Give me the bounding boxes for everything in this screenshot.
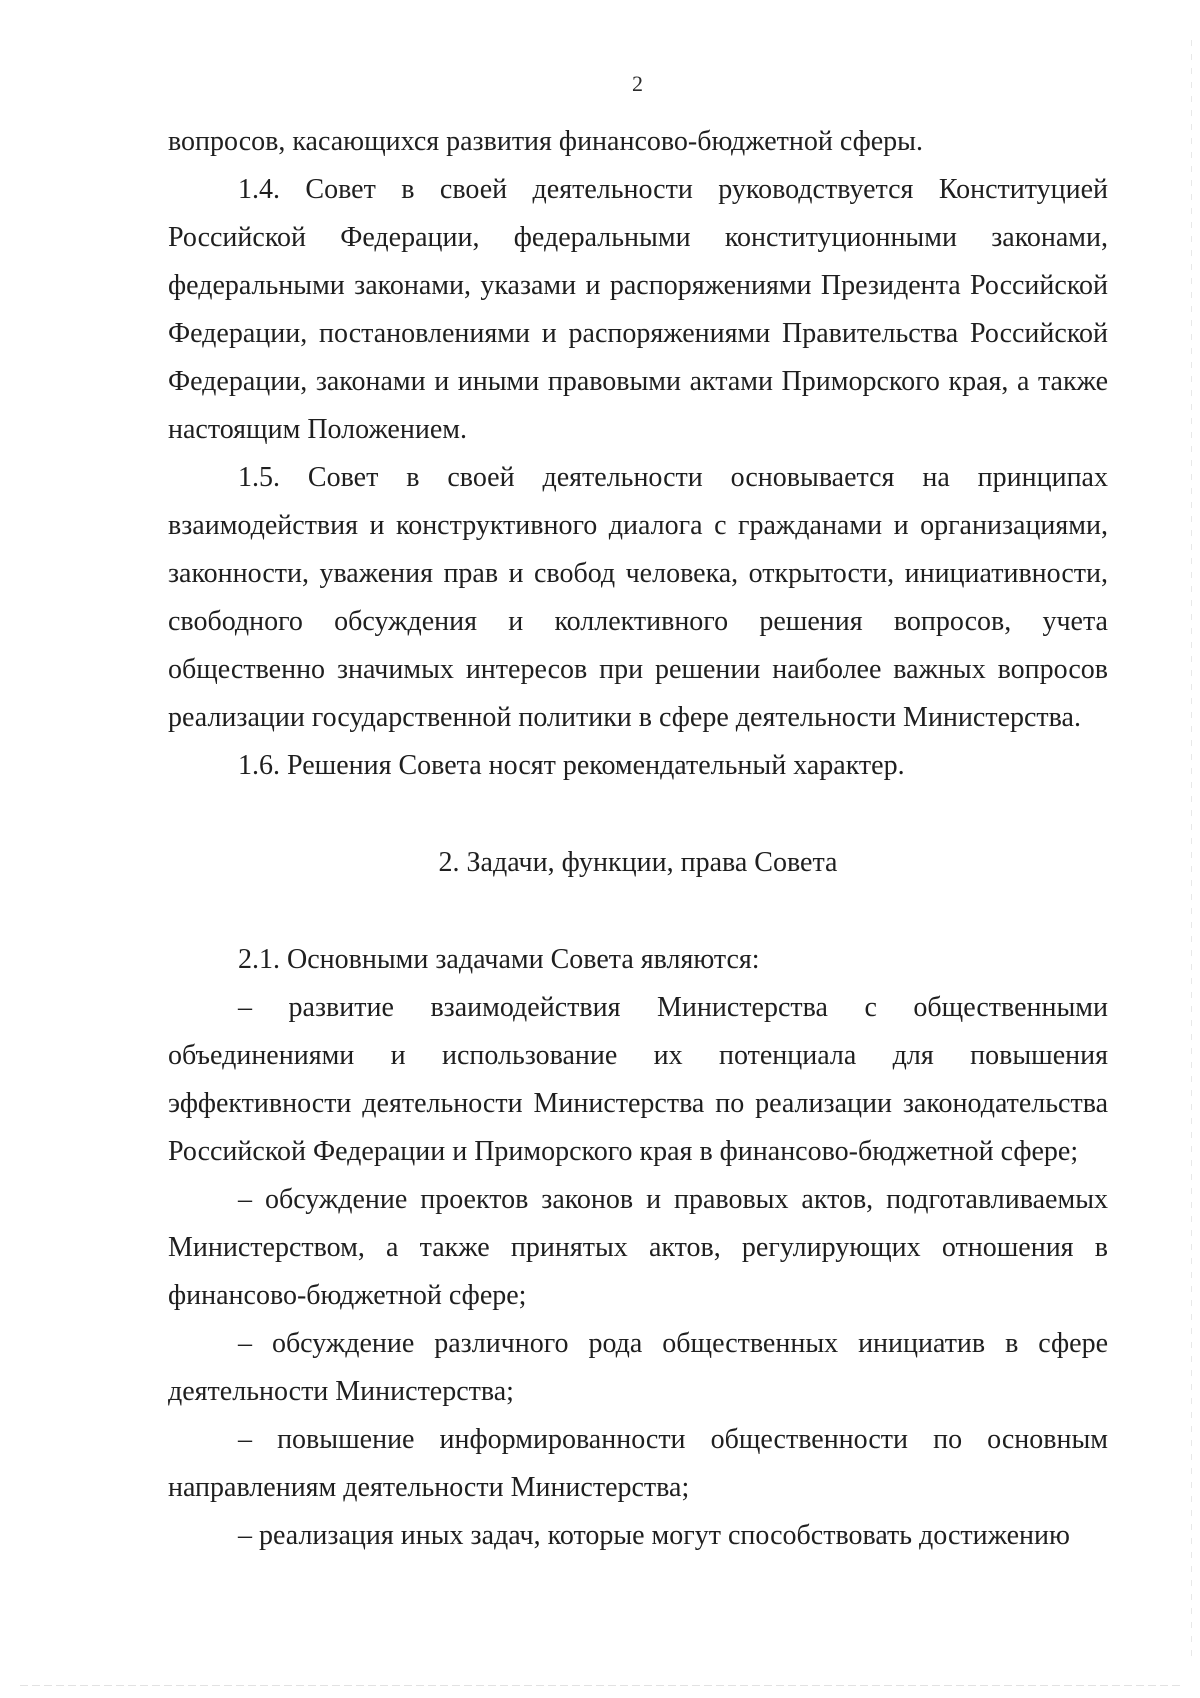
- section-heading: 2. Задачи, функции, права Совета: [438, 847, 838, 878]
- list-item-task-3: – обсуждение различного рода общественных инициатив в сфере деятельности Министерства;: [168, 1328, 1108, 1407]
- scan-edge-right: [1191, 40, 1192, 1660]
- list-item-task-5: – реализация иных задач, которые могут способствовать достижению: [238, 1520, 1070, 1551]
- list-item-task-4: – повышение информированности общественности по основным направлениям деятельности Министерства;: [168, 1424, 1108, 1503]
- paragraph-continuation: вопросов, касающихся развития финансово-бюджетной сферы.: [168, 126, 923, 157]
- paragraph-1-6: 1.6. Решения Совета носят рекомендательный характер.: [238, 750, 905, 781]
- paragraph-1-5: 1.5. Совет в своей деятельности основывается на принципах взаимодействия и конструктивного диалога с гражданами и организациями, законности, уважения прав и свобод человека, открытости, инициативности, свободного обсуждения и коллективного решения вопросов, учета общественно значимых интересов при решении наиболее важных вопросов реализации государственной политики в сфере деятельности Министерства.: [168, 462, 1108, 733]
- list-item-task-2: – обсуждение проектов законов и правовых актов, подготавливаемых Министерством, а также принятых актов, регулирующих отношения в финансово-бюджетной сфере;: [168, 1184, 1108, 1311]
- document-body: [168, 118, 1108, 1560]
- page-number: 2: [632, 71, 643, 96]
- paragraph-1-4: 1.4. Совет в своей деятельности руководствуется Конституцией Российской Федерации, федеральными конституционными законами, федеральными законами, указами и распоряжениями Президента Российской Федерации, постановлениями и распоряжениями Правительства Российской Федерации, законами и иными правовыми актами Приморского края, а также настоящим Положением.: [168, 174, 1108, 445]
- scan-edge-bottom: [20, 1685, 1180, 1686]
- paragraph-2-1: 2.1. Основными задачами Совета являются:: [238, 944, 760, 975]
- list-item-task-1: – развитие взаимодействия Министерства с общественными объединениями и использование их потенциала для повышения эффективности деятельности Министерства по реализации законодательства Российской Федерации и Приморского края в финансово-бюджетной сфере;: [168, 992, 1108, 1167]
